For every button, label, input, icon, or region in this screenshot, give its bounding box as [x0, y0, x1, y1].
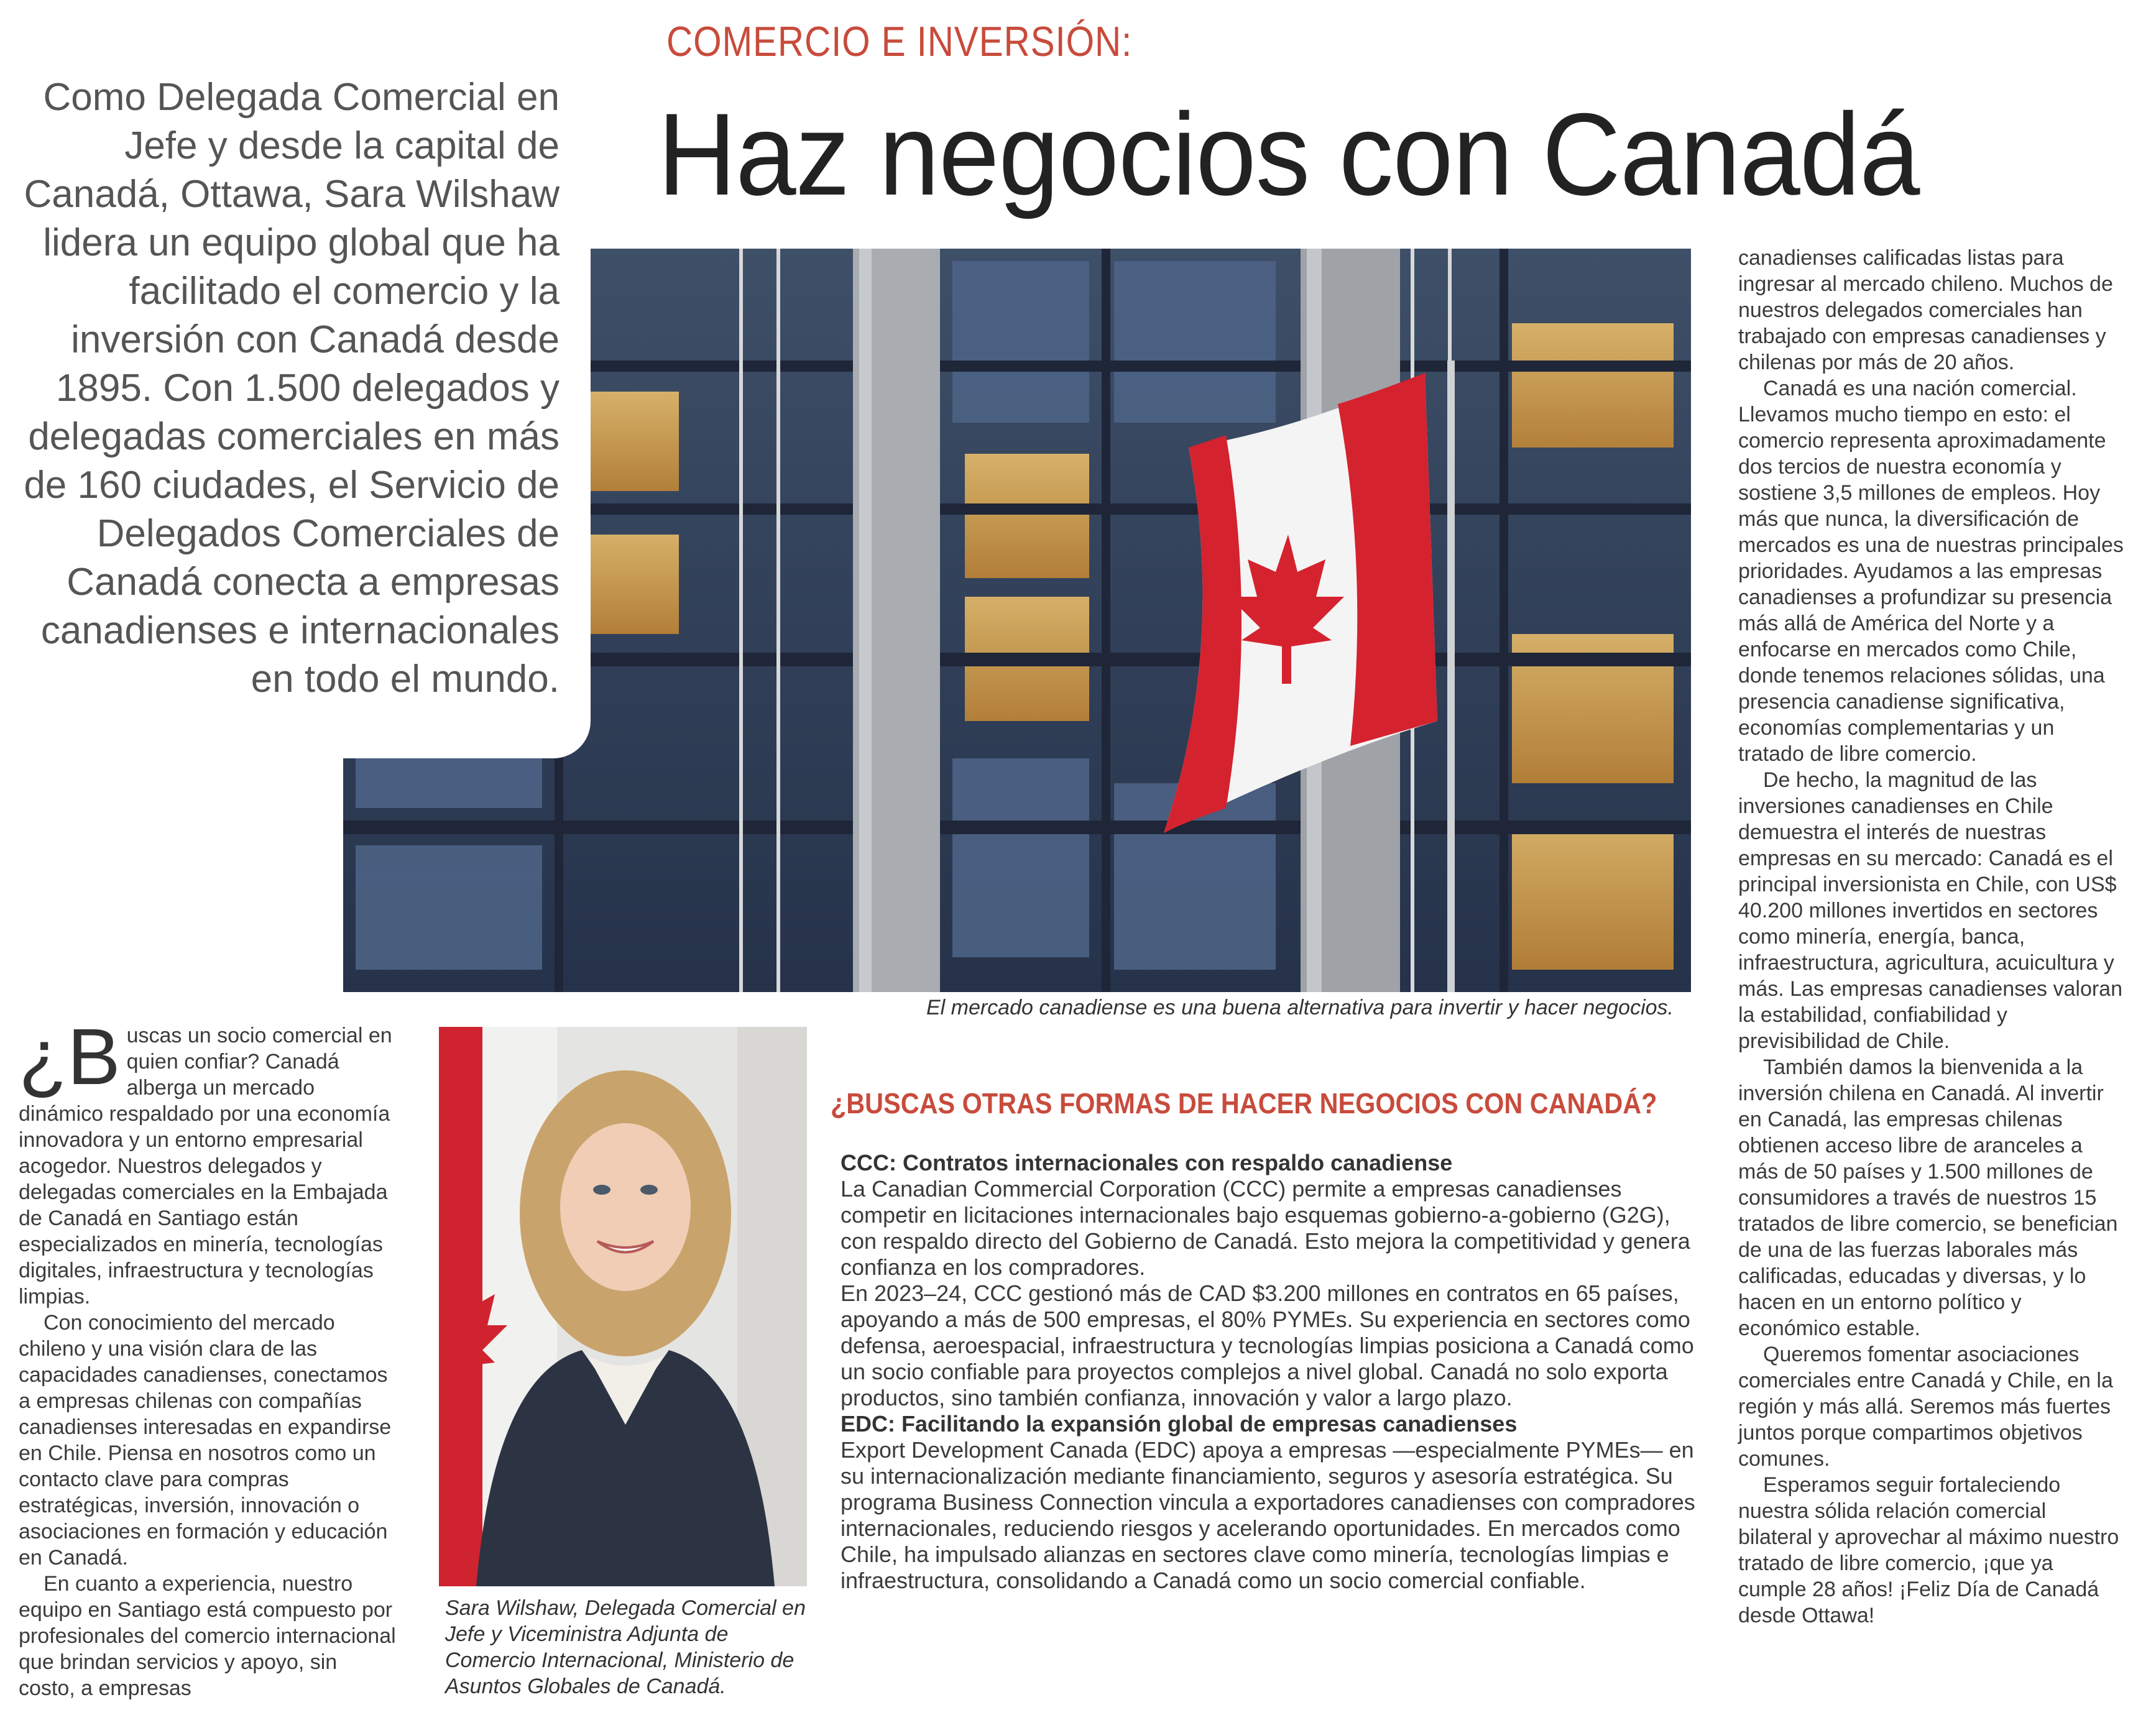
- edc-title: EDC: Facilitando la expansión global de empresas canadienses: [841, 1411, 1518, 1437]
- left-paragraph-1: ¿B uscas un socio comercial en quien confiar? Canadá alberga un mercado dinámico respaldado por una economía innovadora y un entorno empresarial acogedor. Nuestros delegados y delegadas comerciales en la Embajada de Canadá en Santiago están especializados en minería, tecnologías digitales, infraestructura y tecnologías limpias.: [19, 1013, 392, 1308]
- edc-paragraph-1: Export Development Canada (EDC) apoya a empresas —especialmente PYMEs— en su internacionalización mediante financiamiento, seguros y asesoría estratégica. Su programa Business Connection vincula a exportadores canadienses con compradores internacionales, reduciendo riesgos y acelerando oportunidades. En mercados como Chile, ha impulsado alianzas en sectores clave como minería, tecnologías limpias e infraestructura, consolidando a Canadá como un socio comercial confiable.: [841, 1437, 1695, 1593]
- sidebar-text: [841, 1150, 1698, 1594]
- section-kicker: COMERCIO E INVERSIÓN:: [666, 18, 1133, 65]
- right-paragraph-5: Esperamos seguir fortaleciendo nuestra sólida relación comercial bilateral y aprovechar al máximo nuestro tratado de libre comercio, ¡que ya cumple 28 años! ¡Feliz Día de Canadá desde Ottawa!: [1738, 1473, 2119, 1627]
- main-photo-caption: El mercado canadiense es una buena alternativa para invertir y hacer negocios.: [926, 996, 1674, 1019]
- ccc-paragraph-1: La Canadian Commercial Corporation (CCC) permite a empresas canadienses competir en licitaciones internacionales bajo esquemas gobierno-a-gobierno (G2G), con respaldo directo del Gobierno de Canadá. Esto mejora la competitividad y genera confianza en los compradores.: [841, 1176, 1690, 1280]
- portrait-photo: [439, 1027, 807, 1586]
- left-paragraph-3: En cuanto a experiencia, nuestro equipo en Santiago está compuesto por profesionales del comercio internacional que brindan servicios y apoyo, sin costo, a empresas: [19, 1572, 396, 1700]
- portrait-caption: Sara Wilshaw, Delegada Comercial en Jefe y Viceministra Adjunta de Comercio Internacional, Ministerio de Asuntos Globales de Canadá.: [445, 1596, 806, 1698]
- drop-cap: ¿B: [19, 1013, 121, 1101]
- left-column: [19, 1013, 398, 1701]
- ccc-title: CCC: Contratos internacionales con respaldo canadiense: [841, 1150, 1453, 1175]
- right-paragraph-4: Queremos fomentar asociaciones comerciales entre Canadá y Chile, en la región y más allá. Seremos más fuertes juntos porque compartimos objetivos comunes.: [1738, 1343, 2113, 1471]
- left-paragraph-2: Con conocimiento del mercado chileno y una visión clara de las capacidades canadienses, conectamos a empresas chilenas con compañías canadienses interesadas en expandirse en Chile. Piensa en nosotros como un contacto clave para compras estratégicas, inversión, innovación o asociaciones en formación y educación en Canadá.: [19, 1311, 392, 1570]
- right-paragraph-0: canadienses calificadas listas para ingresar al mercado chileno. Muchos de nuestros delegados comerciales han trabajado con empresas canadienses y chilenas por más de 20 años.: [1738, 246, 2113, 374]
- right-paragraph-2: De hecho, la magnitud de las inversiones canadienses en Chile demuestra el interés de nuestras empresas en su mercado: Canadá es el principal inversionista en Chile, con US$ 40.200 millones invertidos en sectores como minería, energía, banca, infraestructura, agricultura, acuicultura y más. Las empresas canadienses valoran la estabilidad, confiabilidad y previsibilidad de Chile.: [1738, 768, 2122, 1053]
- right-paragraph-1: Canadá es una nación comercial. Llevamos mucho tiempo en esto: el comercio representa aproximadamente dos tercios de nuestra economía y sostiene 3,5 millones de empleos. Hoy más que nunca, la diversificación de mercados es una de nuestras principales prioridades. Ayudamos a las empresas canadienses a profundizar su presencia más allá de América del Norte y a enfocarse en mercados como Chile, donde tenemos relaciones sólidas, una presencia canadiense significativa, economías complementarias y un tratado de libre comercio.: [1738, 377, 2124, 766]
- ccc-paragraph-2: En 2023–24, CCC gestionó más de CAD $3.200 millones en contratos en 65 países, apoyando a más de 500 empresas, el 80% PYMEs. Su experiencia en sectores como defensa, aeroespacial, infraestructura y tecnologías limpias posiciona a Canadá como un socio confiable para proyectos complejos a nivel global. Canadá no solo exporta productos, sino también confianza, innovación y valor a largo plazo.: [841, 1280, 1694, 1410]
- right-column: [1738, 245, 2124, 1629]
- headline: Haz negocios con Canadá: [658, 89, 1920, 219]
- lead-paragraph: Como Delegada Comercial en Jefe y desde la capital de Canadá, Ottawa, Sara Wilshaw lidera un equipo global que ha facilitado el comercio y la inversión con Canadá desde 1895. Con 1.500 delegados y delegadas comerciales en más de 160 ciudades, el Servicio de Delegados Comerciales de Canadá conecta a empresas canadienses e internacionales en todo el mundo.: [24, 76, 560, 701]
- sidebar-heading: ¿BUSCAS OTRAS FORMAS DE HACER NEGOCIOS CON CANADÁ?: [831, 1087, 1657, 1119]
- right-paragraph-3: También damos la bienvenida a la inversión chilena en Canadá. Al invertir en Canadá, las empresas chilenas obtienen acceso libre de aranceles a más de 50 países y 1.500 millones de consumidores a través de nuestros 15 tratados de libre comercio, se benefician de una de las fuerzas laborales más calificadas, educadas y diversas, y lo hacen en un entorno político y económico estable.: [1738, 1055, 2118, 1340]
